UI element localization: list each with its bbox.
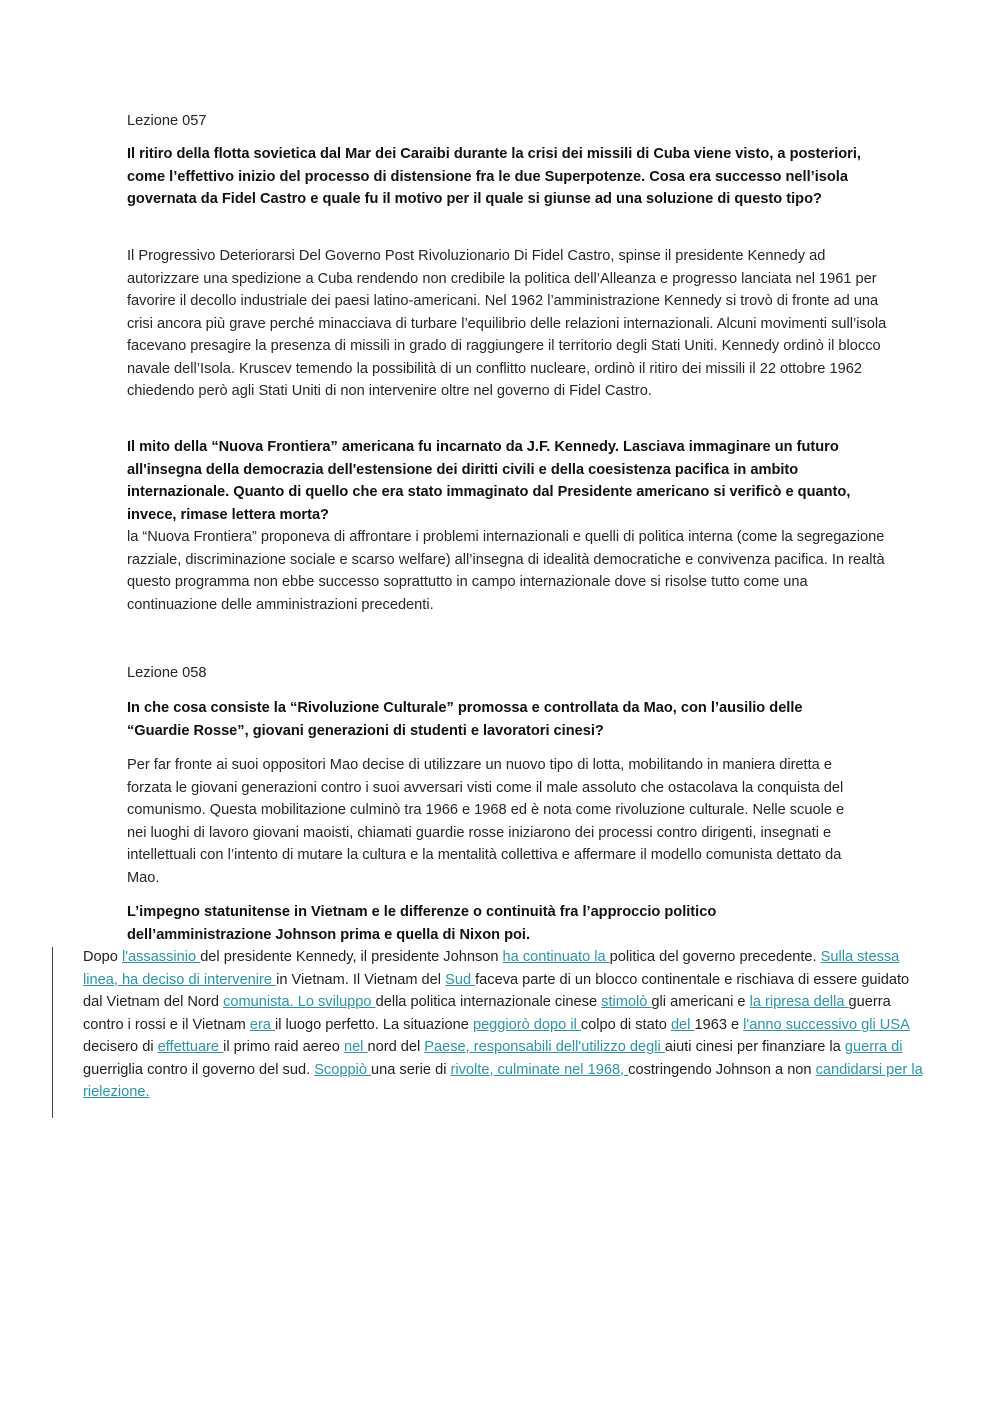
lesson-058-answer-2 [83, 946, 923, 1104]
lesson-057-answer-2: la “Nuova Frontiera” proponeva di affrontare i problemi internazionali e quelli di politica interna (come la segregazione razziale, discriminazione sociale e scarso welfare) all’insegna di idealità democratiche e convivenza pacifica. In realtà questo programma non ebbe successo soprattutto in campo internazionale dove si risolse tutto come una continuazione delle amministrazioni precedenti. [127, 529, 885, 613]
hyperlink[interactable]: Sud [445, 971, 476, 988]
lesson-058-answer-1: Per far fronte ai suoi oppositori Mao decise di utilizzare un nuovo tipo di lotta, mobilitando in maniera diretta e forzata le giovani generazioni contro i suoi avversari visti come il male assoluto che ostacolava la conquista del comunismo. Questa mobilitazione culminò tra 1966 e 1968 ed è nota come rivoluzione culturale. Nelle scuole e nei luoghi di lavoro giovani maoisti, chiamati guardie rosse iniziarono dei processi contro dirigenti, insegnati e intellettuali con l’intento di mutare la cultura e la mentalità collettiva e affermare il modello comunista dettato da Mao. [127, 757, 845, 886]
hyperlink[interactable]: candidarsi per la rielezione. [83, 1061, 923, 1100]
text-segment: nord del [367, 1039, 425, 1055]
lesson-058-question-1: In che cosa consiste la “Rivoluzione Culturale” promossa e controllata da Mao, con l’ausilio delle “Guardie Rosse”, giovani generazioni di studenti e lavoratori cinesi? [127, 700, 803, 739]
lesson-057-answer-1: Il Progressivo Deteriorarsi Del Governo Post Rivoluzionario Di Fidel Castro, spinse il presidente Kennedy ad autorizzare una spedizione a Cuba rendendo non credibile la politica dell’Alleanza e progresso lanciata nel 1961 per favorire il decollo industriale dei paesi latino-americani. Nel 1962 l’amministrazione Kennedy si trovò di fronte ad una crisi ancora più grave perché minacciava di turbare l’equilibrio delle relazioni internazionali. Alcuni movimenti sull’isola facevano presagire la presenza di missili in grado di raggiungere il territorio degli Stati Uniti. Kennedy ordinò il blocco navale dell’Isola. Kruscev temendo la possibilità di un conflitto nucleare, ordinò il ritiro dei missili il 22 ottobre 1962 chiedendo però agli Stati Uniti di non intervenire oltre nel governo di Fidel Castro. [127, 248, 887, 399]
hyperlink[interactable]: Sulla stessa linea, ha deciso di intervenire [83, 949, 900, 988]
hyperlink[interactable]: stimolò [601, 994, 652, 1010]
hyperlink[interactable]: l'assassinio [121, 949, 201, 965]
text-segment: politica del governo precedente. [609, 949, 821, 965]
text-segment: il primo raid aereo [223, 1039, 344, 1055]
hyperlink[interactable]: rivolte, culminate nel 1968, [450, 1061, 629, 1078]
hyperlink[interactable]: effettuare [157, 1039, 224, 1055]
hyperlink[interactable]: guerra di [844, 1039, 903, 1055]
hyperlink[interactable]: l'anno successivo gli USA [743, 1016, 910, 1033]
text-segment: gli americani e [651, 994, 750, 1010]
text-segment: guerra contro i rossi e il Vietnam [83, 994, 891, 1033]
text-segment: colpo di stato [580, 1016, 671, 1033]
text-segment: costringendo Johnson a non [628, 1061, 816, 1078]
hyperlink[interactable]: era [249, 1016, 275, 1033]
hyperlink[interactable]: ha continuato la [502, 949, 610, 965]
text-segment: una serie di [371, 1061, 451, 1078]
hyperlink[interactable]: peggiorò dopo il [472, 1016, 581, 1033]
lesson-058-question-2: L’impegno statunitense in Vietnam e le differenze o continuità fra l’approccio politico dell’amministrazione Johnson prima e quella di Nixon poi. [127, 904, 717, 943]
text-segment: decisero di [83, 1039, 158, 1055]
text-segment: faceva parte di un blocco continentale e rischiava di essere guidato dal Vietnam del Nord [83, 971, 910, 1010]
text-segment: guerriglia contro il governo del sud. [83, 1061, 315, 1078]
text-segment: aiuti cinesi per finanziare la [664, 1039, 845, 1055]
text-segment: il luogo perfetto. La situazione [274, 1016, 473, 1033]
lesson-057-question-1: Il ritiro della flotta sovietica dal Mar dei Caraibi durante la crisi dei missili di Cuba viene visto, a posteriori, come l’effettivo inizio del processo di distensione fra le due Superpotenze. Cosa era successo nell’isola governata da Fidel Castro e quale fu il motivo per il quale si giunse ad una soluzione di questo tipo? [127, 146, 861, 207]
revision-change-bar [52, 947, 53, 1118]
lesson-058-heading: Lezione 058 [127, 665, 207, 681]
text-segment: della politica internazionale cinese [375, 994, 602, 1010]
text-segment: 1963 e [694, 1016, 744, 1033]
lesson-057-question-2: Il mito della “Nuova Frontiera” americana fu incarnato da J.F. Kennedy. Lasciava immaginare un futuro all'insegna della democrazia dell'estensione dei diritti civili e della coesistenza pacifica in ambito internazionale. Quanto di quello che era stato immaginato dal Presidente americano si verificò e quanto, invece, rimase lettera morta? [127, 439, 851, 523]
hyperlink[interactable]: comunista. Lo sviluppo [223, 994, 376, 1010]
text-segment: del presidente Kennedy, il presidente Johnson [200, 949, 503, 965]
hyperlink[interactable]: Paese, responsabili dell'utilizzo degli [424, 1039, 665, 1055]
hyperlink[interactable]: Scoppiò [314, 1061, 371, 1078]
text-segment: Dopo [83, 949, 122, 965]
lesson-057-heading: Lezione 057 [127, 113, 207, 129]
hyperlink[interactable]: del [670, 1016, 695, 1033]
hyperlink[interactable]: la ripresa della [749, 994, 849, 1010]
text-segment: in Vietnam. Il Vietnam del [276, 971, 446, 988]
hyperlink[interactable]: nel [343, 1039, 368, 1055]
